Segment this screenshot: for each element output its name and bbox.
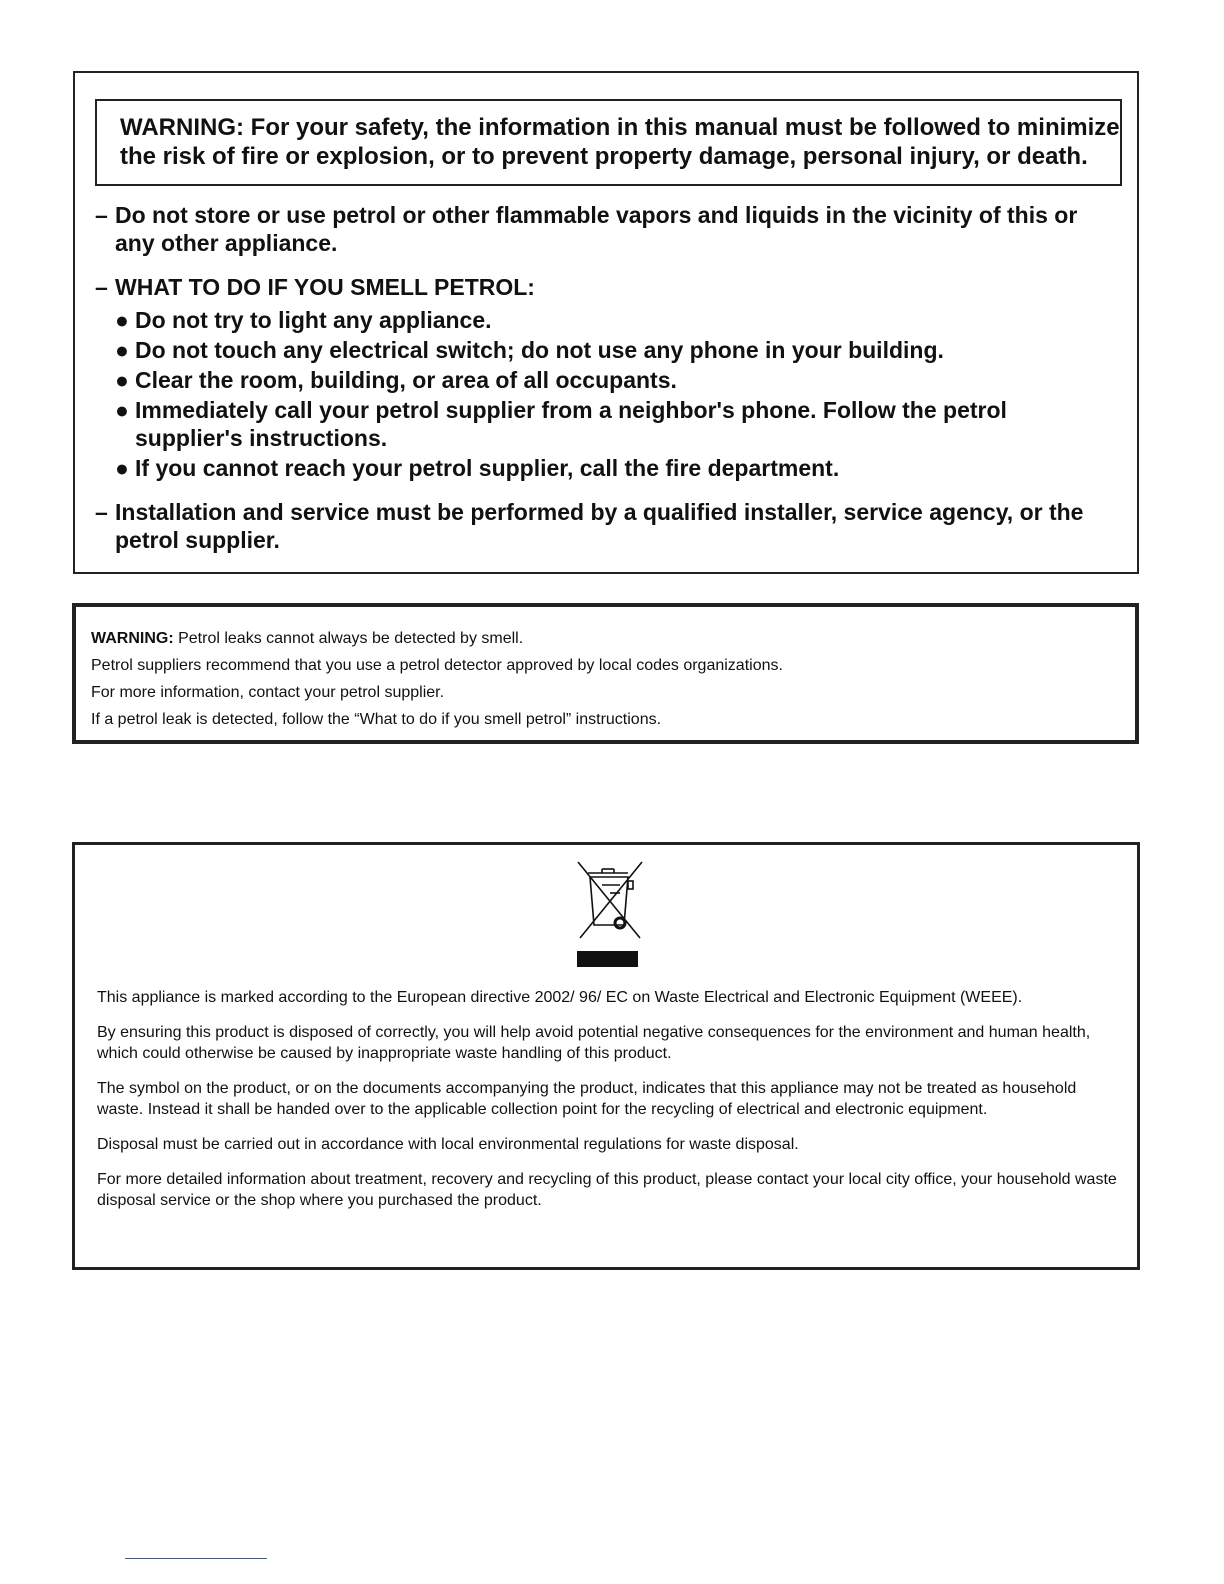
safety-headline-frame (95, 99, 1122, 186)
smell-bullet-item: ● Clear the room, building, or area of all occupants. (115, 367, 677, 393)
leak-warning-line: Petrol suppliers recommend that you use a petrol detector approved by local codes organizations. (91, 657, 783, 674)
bullet-mark: ● (115, 337, 129, 363)
leak-warning-line: If a petrol leak is detected, follow the “What to do if you smell petrol” instructions. (91, 711, 662, 728)
safety-item-smell-heading: – WHAT TO DO IF YOU SMELL PETROL: (95, 274, 535, 300)
dash-mark: – (95, 499, 108, 525)
safety-warning-box (73, 71, 1139, 574)
smell-bullet-item: ● Immediately call your petrol supplier from a neighbor's phone. Follow the petrol supplier's instructions. (115, 397, 1007, 451)
smell-bullet-item: ● Do not try to light any appliance. (115, 307, 492, 333)
safety-headline: WARNING: For your safety, the information in this manual must be followed to minimize the risk of fire or explosion, or to prevent property damage, personal injury, or death. (120, 114, 1120, 170)
safety-item-storage: – Do not store or use petrol or other flammable vapors and liquids in the vicinity of this or any other appliance. (95, 202, 1078, 256)
footer-divider (125, 1558, 267, 1559)
bullet-mark: ● (115, 367, 129, 393)
leak-warning-line: For more information, contact your petrol supplier. (91, 684, 445, 701)
weee-paragraph: Disposal must be carried out in accordance with local environmental regulations for waste disposal. (97, 1136, 799, 1153)
smell-bullet-item: ● If you cannot reach your petrol supplier, call the fire department. (115, 455, 840, 481)
leak-warning-line: WARNING: Petrol leaks cannot always be detected by smell. (91, 630, 524, 647)
bullet-mark: ● (115, 397, 129, 423)
bullet-mark: ● (115, 455, 129, 481)
smell-bullet-item: ● Do not touch any electrical switch; do not use any phone in your building. (115, 337, 944, 363)
dash-mark: – (95, 274, 108, 300)
weee-paragraph: By ensuring this product is disposed of correctly, you will help avoid potential negative consequences for the environment and human health, which could otherwise be caused by inappropriate waste handling of this product. (97, 1024, 1091, 1062)
leak-warning-label: WARNING: (91, 630, 174, 647)
crossed-out-wheelie-bin-icon (576, 859, 646, 941)
weee-paragraph: The symbol on the product, or on the documents accompanying the product, indicates that this appliance may not be treated as household waste. Instead it shall be handed over to the applicable collection point for the recycling of electrical and electronic equipment. (97, 1080, 1077, 1118)
weee-paragraph: For more detailed information about treatment, recovery and recycling of this product, please contact your local city office, your household waste disposal service or the shop where you purchased the product. (97, 1171, 1117, 1209)
weee-marking-bar (577, 951, 638, 967)
weee-disposal-box (72, 842, 1140, 1270)
safety-instructions (95, 201, 1115, 554)
dash-mark: – (95, 202, 108, 228)
leak-warning-box (72, 603, 1139, 744)
weee-paragraph: This appliance is marked according to the European directive 2002/ 96/ EC on Waste Electrical and Electronic Equipment (WEEE). (97, 989, 1023, 1006)
safety-item-installation: – Installation and service must be performed by a qualified installer, service agency, or the petrol supplier. (95, 499, 1084, 553)
bullet-mark: ● (115, 307, 129, 333)
